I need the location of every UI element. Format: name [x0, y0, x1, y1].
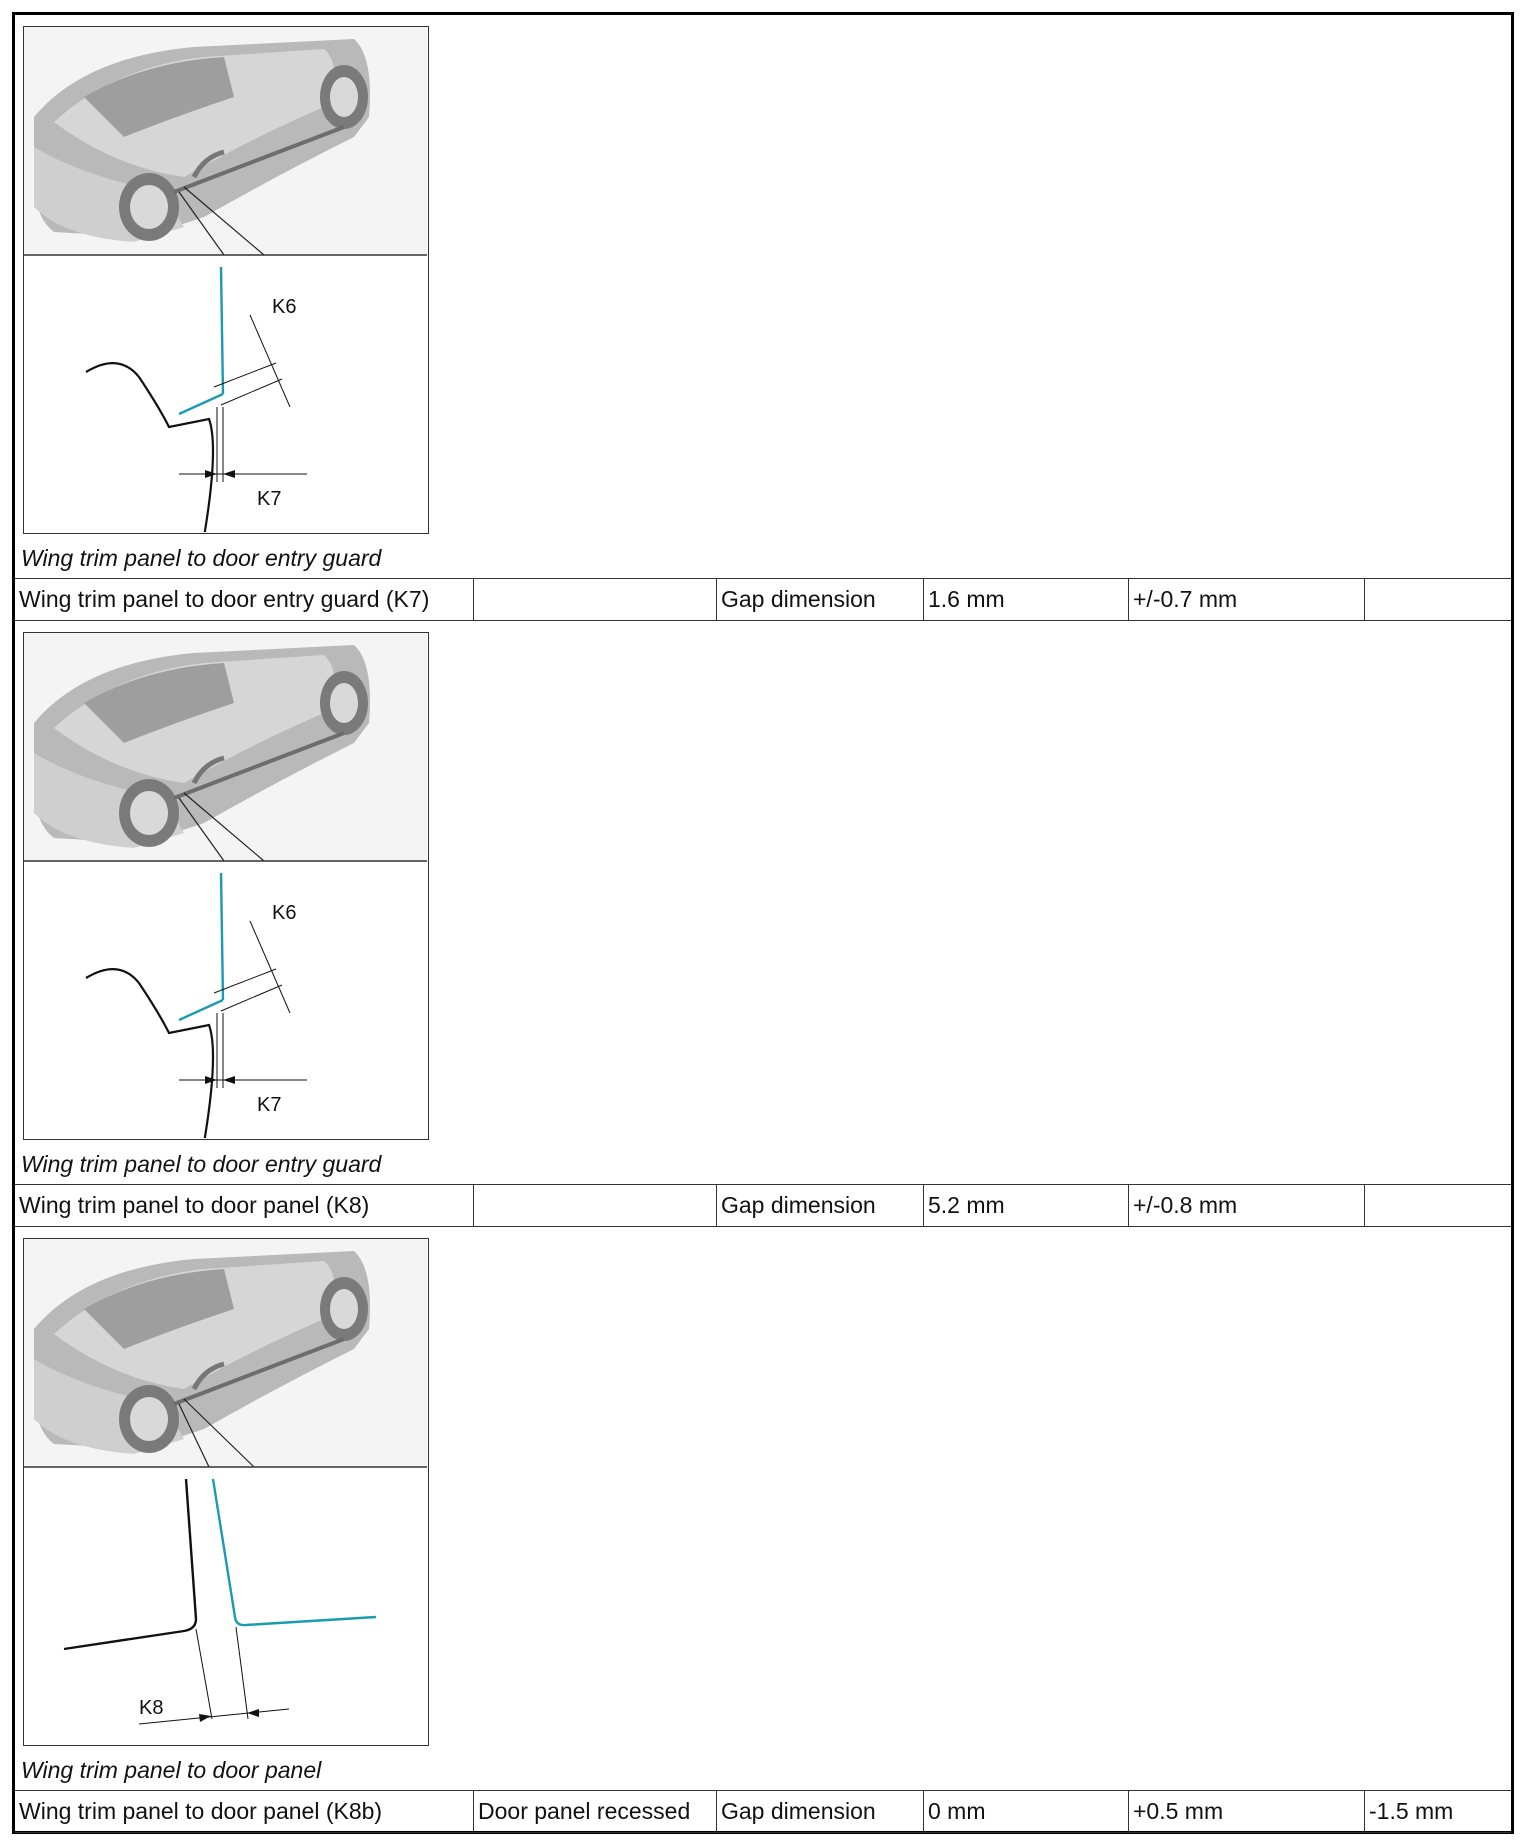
row-tolerance-minus: -1.5 mm [1364, 1791, 1511, 1832]
detail-diagram-2 [86, 873, 307, 1138]
figure-1 [23, 26, 429, 534]
figure-3 [23, 1238, 429, 1746]
row-nominal: 5.2 mm [923, 1185, 1128, 1226]
figure-2 [23, 632, 429, 1140]
row-nominal: 0 mm [923, 1791, 1128, 1832]
row-tolerance-minus [1364, 579, 1511, 620]
detail-diagram-1 [86, 267, 307, 532]
k7-label: K7 [257, 488, 282, 510]
car-illustration-icon [24, 1239, 427, 1467]
row-tolerance-minus [1364, 1185, 1511, 1226]
row-condition [473, 579, 716, 620]
row-condition: Door panel recessed [473, 1791, 716, 1832]
section-3 [15, 1227, 1511, 1833]
row-measurement: Gap dimension [716, 579, 923, 620]
row-tolerance-plus: +0.5 mm [1128, 1791, 1364, 1832]
figure-2-svg [24, 633, 427, 1138]
row-measurement: Gap dimension [716, 1185, 923, 1226]
row-nominal: 1.6 mm [923, 579, 1128, 620]
row-description: Wing trim panel to door panel (K8) [19, 1192, 370, 1218]
section-1 [15, 15, 1511, 615]
car-illustration-icon [24, 27, 427, 255]
figure-3-svg [24, 1239, 427, 1744]
row-measurement: Gap dimension [716, 1791, 923, 1832]
figure-caption: Wing trim panel to door entry guard [21, 1151, 382, 1177]
row-description: Wing trim panel to door panel (K8b) [19, 1798, 383, 1824]
figure-caption: Wing trim panel to door panel [21, 1757, 322, 1783]
figure-1-svg [24, 27, 427, 532]
detail-diagram-3 [64, 1479, 376, 1724]
row-tolerance-plus: +/-0.8 mm [1128, 1185, 1364, 1226]
table-row [15, 1184, 1511, 1227]
document-page [12, 12, 1514, 1834]
table-row [15, 1790, 1511, 1833]
figure-caption: Wing trim panel to door entry guard [21, 545, 382, 571]
row-tolerance-plus: +/-0.7 mm [1128, 579, 1364, 620]
table-row [15, 578, 1511, 621]
row-description: Wing trim panel to door entry guard (K7) [19, 586, 430, 612]
car-illustration-icon [24, 633, 427, 861]
section-2 [15, 621, 1511, 1227]
row-condition [473, 1185, 716, 1226]
k6-label: K6 [272, 296, 297, 318]
k8-label: K8 [139, 1697, 164, 1719]
k7-label: K7 [257, 1094, 282, 1116]
k6-label: K6 [272, 902, 297, 924]
